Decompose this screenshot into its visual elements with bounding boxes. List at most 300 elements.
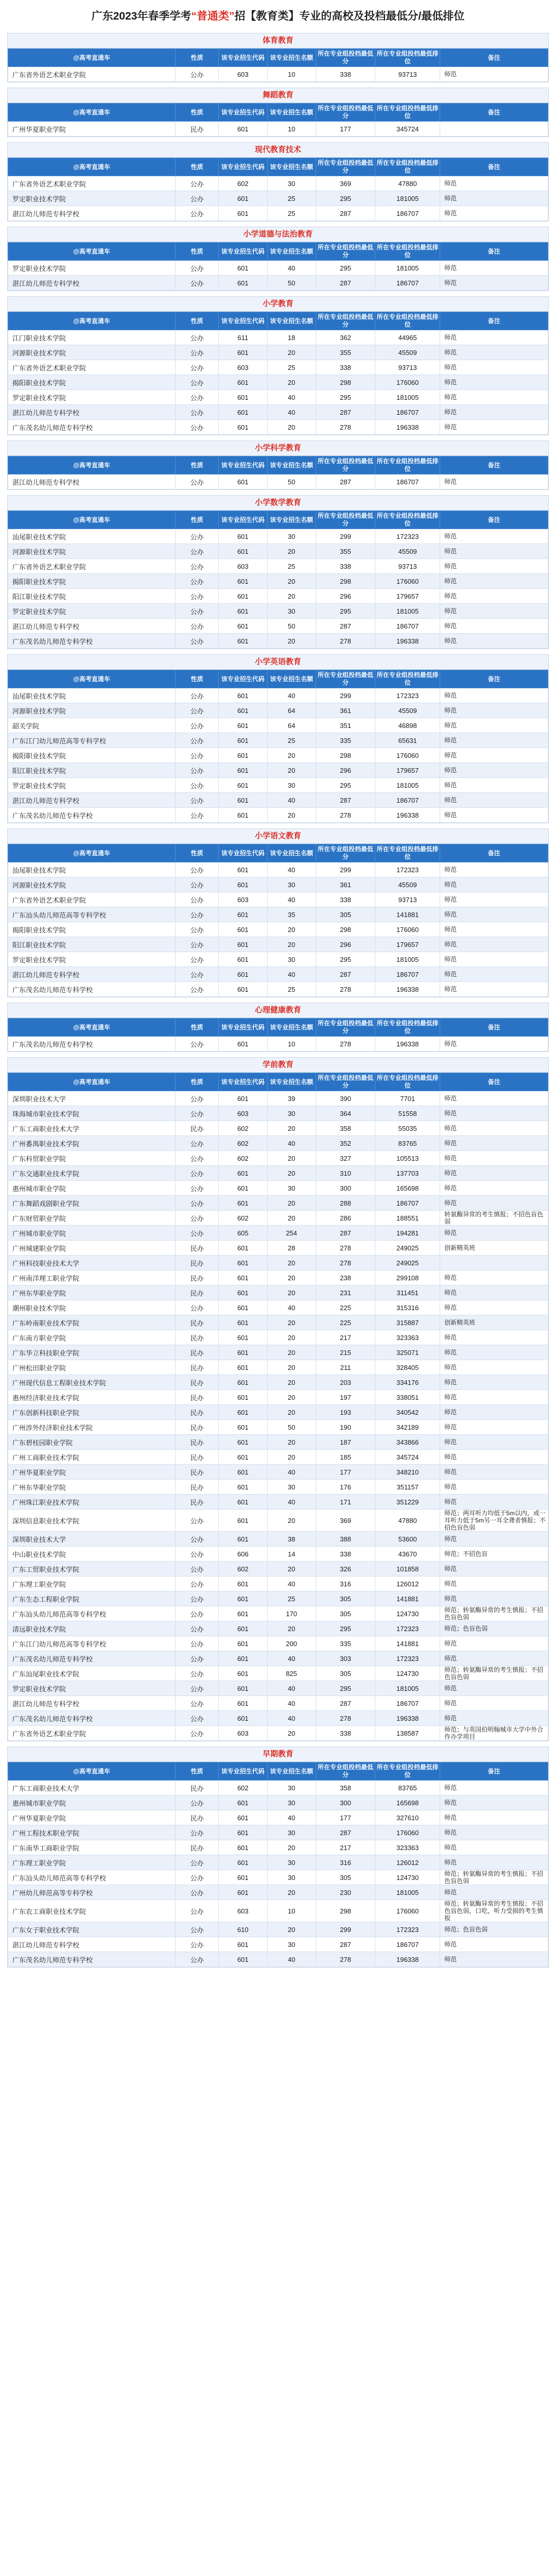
column-header-school: @高考直通车: [8, 104, 176, 122]
quota-cell: 20: [267, 345, 316, 360]
school-cell: 广州城建职业学院: [8, 1241, 176, 1256]
code-cell: 601: [219, 1480, 267, 1495]
section-title: 小学英语教育: [8, 655, 548, 670]
code-cell: 601: [219, 206, 267, 221]
quota-cell: 20: [267, 1196, 316, 1211]
min-rank-cell: 141881: [375, 1591, 440, 1606]
code-cell: 601: [219, 1091, 267, 1106]
min-rank-cell: 338051: [375, 1390, 440, 1405]
note-cell: 师范: [440, 1952, 548, 1967]
min-rank-cell: 348210: [375, 1465, 440, 1480]
table-row: [8, 1495, 548, 1510]
min-rank-cell: 188551: [375, 1211, 440, 1226]
min-score-cell: 287: [316, 474, 375, 489]
min-rank-cell: 47880: [375, 1510, 440, 1532]
type-cell: 民办: [176, 1390, 219, 1405]
note-cell: 师范: [440, 1151, 548, 1166]
type-cell: 公办: [176, 420, 219, 435]
quota-cell: 25: [267, 360, 316, 375]
school-cell: 广东华立科技职业学院: [8, 1345, 176, 1360]
quota-cell: 25: [267, 1591, 316, 1606]
min-score-cell: 305: [316, 1666, 375, 1681]
type-cell: 民办: [176, 1435, 219, 1450]
note-cell: 师范；不招色盲: [440, 1547, 548, 1562]
school-cell: 汕尾职业技术学院: [8, 688, 176, 703]
school-cell: 广东省外语艺术职业学院: [8, 559, 176, 574]
min-rank-cell: 176060: [375, 922, 440, 937]
min-score-cell: 296: [316, 763, 375, 778]
min-rank-cell: 186707: [375, 1696, 440, 1711]
table-row: [8, 1420, 548, 1435]
note-cell: 师范: [440, 892, 548, 907]
type-cell: 公办: [176, 1547, 219, 1562]
table-row: [8, 360, 548, 375]
min-score-cell: 197: [316, 1390, 375, 1405]
school-cell: 湛江幼儿师范专科学校: [8, 967, 176, 982]
min-rank-cell: 196338: [375, 1037, 440, 1052]
table-row: [8, 1795, 548, 1810]
school-cell: 广东省外语艺术职业学院: [8, 892, 176, 907]
quota-cell: 40: [267, 1495, 316, 1510]
note-cell: 师范: [440, 922, 548, 937]
column-header-note: 备注: [440, 243, 548, 261]
table-row: [8, 574, 548, 589]
section-title: 小学教育: [8, 297, 548, 312]
min-rank-cell: 176060: [375, 574, 440, 589]
quota-cell: 30: [267, 604, 316, 619]
type-cell: 公办: [176, 1666, 219, 1681]
min-score-cell: 361: [316, 877, 375, 892]
quota-cell: 10: [267, 1037, 316, 1052]
school-cell: 广东江门幼儿师范高等专科学校: [8, 1636, 176, 1651]
note-cell: 师范: [440, 1405, 548, 1420]
code-cell: 601: [219, 604, 267, 619]
section-block: [7, 828, 549, 997]
column-header-school: @高考直通车: [8, 158, 176, 176]
table-row: [8, 1922, 548, 1937]
section-block: [7, 227, 549, 291]
min-score-cell: 287: [316, 967, 375, 982]
min-rank-cell: 351157: [375, 1480, 440, 1495]
note-cell: 师范: [440, 67, 548, 82]
note-cell: 师范: [440, 1285, 548, 1300]
section-block: [7, 88, 549, 137]
code-cell: 601: [219, 1591, 267, 1606]
note-cell: 师范: [440, 1226, 548, 1241]
type-cell: 公办: [176, 1636, 219, 1651]
min-rank-cell: 165698: [375, 1795, 440, 1810]
code-cell: 601: [219, 261, 267, 276]
min-rank-cell: 43670: [375, 1547, 440, 1562]
school-cell: 广州东华职业学院: [8, 1480, 176, 1495]
quota-cell: 20: [267, 1330, 316, 1345]
type-cell: 公办: [176, 1870, 219, 1885]
school-cell: 广州南洋理工职业学院: [8, 1270, 176, 1285]
column-header-min-rank: 所在专业组投档最低排位: [375, 511, 440, 529]
column-header-min-score: 所在专业组投档最低分: [316, 1019, 375, 1037]
code-cell: 603: [219, 559, 267, 574]
min-rank-cell: 7701: [375, 1091, 440, 1106]
quota-cell: 30: [267, 529, 316, 544]
school-cell: 揭阳职业技术学院: [8, 574, 176, 589]
quota-cell: 40: [267, 1136, 316, 1151]
quota-cell: 254: [267, 1226, 316, 1241]
min-rank-cell: 196338: [375, 634, 440, 649]
code-cell: 601: [219, 375, 267, 390]
school-cell: 深圳职业技术大学: [8, 1091, 176, 1106]
min-score-cell: 287: [316, 276, 375, 291]
min-score-cell: 358: [316, 1121, 375, 1136]
code-cell: 601: [219, 748, 267, 763]
min-score-cell: 300: [316, 1181, 375, 1196]
min-rank-cell: 126012: [375, 1577, 440, 1591]
min-rank-cell: 181005: [375, 778, 440, 793]
min-rank-cell: 328405: [375, 1360, 440, 1375]
type-cell: 公办: [176, 191, 219, 206]
table-row: [8, 1037, 548, 1052]
school-cell: 阳江职业技术学院: [8, 763, 176, 778]
quota-cell: 20: [267, 375, 316, 390]
code-cell: 601: [219, 703, 267, 718]
code-cell: 601: [219, 1666, 267, 1681]
min-score-cell: 296: [316, 937, 375, 952]
type-cell: 民办: [176, 1330, 219, 1345]
school-cell: 广东茂名幼儿师范专科学校: [8, 808, 176, 823]
min-rank-cell: 181005: [375, 1681, 440, 1696]
type-cell: 公办: [176, 1136, 219, 1151]
note-cell: 师范: [440, 330, 548, 345]
type-cell: 公办: [176, 1606, 219, 1621]
column-header-school: @高考直通车: [8, 49, 176, 67]
type-cell: 公办: [176, 1181, 219, 1196]
table-row: [8, 390, 548, 405]
table-row: [8, 345, 548, 360]
min-rank-cell: 172323: [375, 529, 440, 544]
table-row: [8, 688, 548, 703]
quota-cell: 20: [267, 1450, 316, 1465]
table-row: [8, 1591, 548, 1606]
min-score-cell: 316: [316, 1855, 375, 1870]
type-cell: 公办: [176, 733, 219, 748]
note-cell: 师范: [440, 763, 548, 778]
min-rank-cell: 172323: [375, 1922, 440, 1937]
section-title: 小学道德与法治教育: [8, 227, 548, 242]
min-score-cell: 298: [316, 375, 375, 390]
code-cell: 601: [219, 1450, 267, 1465]
quota-cell: 20: [267, 574, 316, 589]
type-cell: 公办: [176, 703, 219, 718]
school-cell: 韶关学院: [8, 718, 176, 733]
school-cell: 广东汕头幼儿师范高等专科学校: [8, 1606, 176, 1621]
note-cell: 师范: [440, 1121, 548, 1136]
code-cell: 603: [219, 1726, 267, 1741]
code-cell: 601: [219, 1420, 267, 1435]
school-cell: 广州工程技术职业学院: [8, 1825, 176, 1840]
code-cell: 601: [219, 634, 267, 649]
code-cell: 601: [219, 1435, 267, 1450]
table-header-row: [8, 1019, 548, 1037]
min-score-cell: 298: [316, 574, 375, 589]
note-cell: 师范: [440, 703, 548, 718]
type-cell: 公办: [176, 474, 219, 489]
table-row: [8, 1315, 548, 1330]
note-cell: 师范: [440, 529, 548, 544]
column-header-school: @高考直通车: [8, 312, 176, 330]
school-cell: 广州涉外经济职业技术学院: [8, 1420, 176, 1435]
note-cell: 师范: [440, 1330, 548, 1345]
table-row: [8, 276, 548, 291]
note-cell: 师范: [440, 276, 548, 291]
min-rank-cell: 334176: [375, 1375, 440, 1390]
code-cell: 601: [219, 1696, 267, 1711]
table-row: [8, 1606, 548, 1621]
min-score-cell: 215: [316, 1345, 375, 1360]
code-cell: 601: [219, 1795, 267, 1810]
min-rank-cell: 176060: [375, 748, 440, 763]
min-rank-cell: 45509: [375, 544, 440, 559]
type-cell: 公办: [176, 330, 219, 345]
min-rank-cell: 181005: [375, 261, 440, 276]
note-cell: 师范: [440, 1480, 548, 1495]
type-cell: 公办: [176, 176, 219, 191]
column-header-quota: 该专业招生名额: [267, 158, 316, 176]
quota-cell: 30: [267, 1855, 316, 1870]
code-cell: 601: [219, 1621, 267, 1636]
min-score-cell: 299: [316, 1922, 375, 1937]
min-rank-cell: 176060: [375, 375, 440, 390]
table-row: [8, 1870, 548, 1885]
min-rank-cell: 327610: [375, 1810, 440, 1825]
column-header-min-score: 所在专业组投档最低分: [316, 1073, 375, 1091]
column-header-code: 该专业招生代码: [219, 312, 267, 330]
admission-table: [8, 1762, 548, 1967]
note-cell: 师范: [440, 1465, 548, 1480]
school-cell: 广东财贸职业学院: [8, 1211, 176, 1226]
quota-cell: 20: [267, 1510, 316, 1532]
type-cell: 公办: [176, 589, 219, 604]
min-rank-cell: 45509: [375, 345, 440, 360]
quota-cell: 25: [267, 733, 316, 748]
type-cell: 民办: [176, 1840, 219, 1855]
table-row: [8, 1577, 548, 1591]
school-cell: 广东省外语艺术职业学院: [8, 176, 176, 191]
code-cell: 610: [219, 1922, 267, 1937]
note-cell: 师范: [440, 191, 548, 206]
admission-table: [8, 670, 548, 823]
school-cell: 河源职业技术学院: [8, 703, 176, 718]
table-row: [8, 1091, 548, 1106]
column-header-min-rank: 所在专业组投档最低排位: [375, 243, 440, 261]
note-cell: 师范: [440, 405, 548, 420]
table-header-row: [8, 1762, 548, 1781]
school-cell: 罗定职业技术学院: [8, 778, 176, 793]
type-cell: 公办: [176, 778, 219, 793]
min-score-cell: 299: [316, 529, 375, 544]
note-cell: 师范；转氨酶异常的考生慎报；不招色盲色弱，口吃，听力受损的考生慎报: [440, 1900, 548, 1922]
code-cell: 601: [219, 1360, 267, 1375]
min-rank-cell: 176060: [375, 1900, 440, 1922]
quota-cell: 20: [267, 748, 316, 763]
quota-cell: 38: [267, 1532, 316, 1547]
school-cell: 罗定职业技术学院: [8, 604, 176, 619]
table-row: [8, 922, 548, 937]
school-cell: 广州现代信息工程职业技术学院: [8, 1375, 176, 1390]
note-cell: 师范: [440, 1825, 548, 1840]
quota-cell: 20: [267, 1256, 316, 1270]
min-rank-cell: 342189: [375, 1420, 440, 1435]
quota-cell: 10: [267, 1900, 316, 1922]
quota-cell: 20: [267, 1562, 316, 1577]
school-cell: 广东汕头幼儿师范高等专科学校: [8, 907, 176, 922]
section-block: [7, 1003, 549, 1052]
school-cell: 广东创新科技职业学院: [8, 1405, 176, 1420]
school-cell: 罗定职业技术学院: [8, 261, 176, 276]
min-score-cell: 288: [316, 1196, 375, 1211]
quota-cell: 20: [267, 1121, 316, 1136]
column-header-min-rank: 所在专业组投档最低排位: [375, 844, 440, 862]
quota-cell: 20: [267, 1345, 316, 1360]
note-cell: [440, 1256, 548, 1270]
note-cell: 师范: [440, 1420, 548, 1435]
school-cell: 广东南方职业学院: [8, 1330, 176, 1345]
min-score-cell: 305: [316, 907, 375, 922]
table-row: [8, 544, 548, 559]
quota-cell: 30: [267, 1795, 316, 1810]
note-cell: 师范: [440, 1885, 548, 1900]
type-cell: 公办: [176, 1651, 219, 1666]
type-cell: 公办: [176, 718, 219, 733]
code-cell: 601: [219, 1885, 267, 1900]
min-score-cell: 327: [316, 1151, 375, 1166]
min-rank-cell: 141881: [375, 907, 440, 922]
code-cell: 601: [219, 1405, 267, 1420]
type-cell: 公办: [176, 1696, 219, 1711]
quota-cell: 50: [267, 276, 316, 291]
admission-table: [8, 312, 548, 435]
code-cell: 601: [219, 1375, 267, 1390]
min-score-cell: 295: [316, 191, 375, 206]
type-cell: 民办: [176, 1345, 219, 1360]
table-row: [8, 1256, 548, 1270]
quota-cell: 10: [267, 122, 316, 137]
min-score-cell: 335: [316, 733, 375, 748]
column-header-note: 备注: [440, 670, 548, 688]
quota-cell: 40: [267, 1711, 316, 1726]
min-rank-cell: 83765: [375, 1781, 440, 1795]
code-cell: 605: [219, 1226, 267, 1241]
note-cell: 师范: [440, 1795, 548, 1810]
code-cell: 602: [219, 1121, 267, 1136]
table-row: [8, 703, 548, 718]
min-rank-cell: 172323: [375, 1651, 440, 1666]
min-score-cell: 369: [316, 1510, 375, 1532]
quota-cell: 40: [267, 405, 316, 420]
school-cell: 广东舞蹈戏剧职业学院: [8, 1196, 176, 1211]
column-header-min-rank: 所在专业组投档最低排位: [375, 1073, 440, 1091]
min-rank-cell: 124730: [375, 1666, 440, 1681]
min-rank-cell: 93713: [375, 892, 440, 907]
min-score-cell: 230: [316, 1885, 375, 1900]
min-score-cell: 231: [316, 1285, 375, 1300]
code-cell: 601: [219, 1636, 267, 1651]
min-score-cell: 316: [316, 1577, 375, 1591]
min-rank-cell: 55035: [375, 1121, 440, 1136]
column-header-min-score: 所在专业组投档最低分: [316, 49, 375, 67]
column-header-note: 备注: [440, 511, 548, 529]
table-header-row: [8, 104, 548, 122]
table-row: [8, 1696, 548, 1711]
table-row: [8, 1390, 548, 1405]
table-row: [8, 261, 548, 276]
note-cell: 创新精英班: [440, 1315, 548, 1330]
admission-table: [8, 48, 548, 82]
type-cell: 公办: [176, 688, 219, 703]
min-rank-cell: 299108: [375, 1270, 440, 1285]
column-header-min-score: 所在专业组投档最低分: [316, 844, 375, 862]
min-rank-cell: 181005: [375, 604, 440, 619]
admission-table: [8, 1073, 548, 1741]
min-rank-cell: 181005: [375, 390, 440, 405]
table-row: [8, 718, 548, 733]
code-cell: 601: [219, 862, 267, 877]
column-header-min-rank: 所在专业组投档最低排位: [375, 1762, 440, 1781]
school-cell: 广州番禺职业技术学院: [8, 1136, 176, 1151]
note-cell: 师范: [440, 793, 548, 808]
column-header-note: 备注: [440, 312, 548, 330]
min-rank-cell: 45509: [375, 877, 440, 892]
min-score-cell: 190: [316, 1420, 375, 1435]
type-cell: 公办: [176, 1300, 219, 1315]
table-row: [8, 619, 548, 634]
code-cell: 601: [219, 733, 267, 748]
note-cell: 师范: [440, 634, 548, 649]
table-header-row: [8, 243, 548, 261]
school-cell: 深圳职业技术大学: [8, 1532, 176, 1547]
type-cell: 公办: [176, 1952, 219, 1967]
column-header-min-rank: 所在专业组投档最低排位: [375, 158, 440, 176]
column-header-type: 性质: [176, 456, 219, 474]
min-score-cell: 225: [316, 1300, 375, 1315]
table-row: [8, 1547, 548, 1562]
quota-cell: 50: [267, 474, 316, 489]
code-cell: 601: [219, 967, 267, 982]
min-rank-cell: 186707: [375, 967, 440, 982]
note-cell: 师范: [440, 1106, 548, 1121]
school-cell: 惠州城市职业学院: [8, 1795, 176, 1810]
min-score-cell: 296: [316, 589, 375, 604]
note-cell: 师范: [440, 1855, 548, 1870]
admission-table: [8, 844, 548, 997]
quota-cell: 35: [267, 907, 316, 922]
school-cell: 广东省外语艺术职业学院: [8, 67, 176, 82]
table-row: [8, 375, 548, 390]
code-cell: 601: [219, 1330, 267, 1345]
admission-table: [8, 158, 548, 221]
section-title: 小学语文教育: [8, 829, 548, 844]
quota-cell: 20: [267, 1375, 316, 1390]
quota-cell: 40: [267, 862, 316, 877]
min-score-cell: 171: [316, 1495, 375, 1510]
code-cell: 601: [219, 122, 267, 137]
code-cell: 601: [219, 952, 267, 967]
quota-cell: 20: [267, 1166, 316, 1181]
type-cell: 公办: [176, 1166, 219, 1181]
quota-cell: 40: [267, 1952, 316, 1967]
code-cell: 601: [219, 1532, 267, 1547]
note-cell: 师范: [440, 1300, 548, 1315]
table-header-row: [8, 511, 548, 529]
quota-cell: 40: [267, 1465, 316, 1480]
